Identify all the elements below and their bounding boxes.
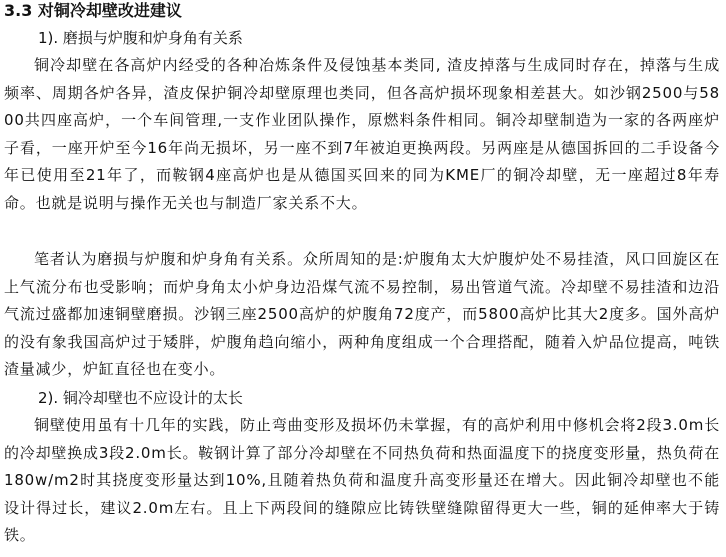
subsection-title-length: 2). 铜冷却壁也不应设计的太长 bbox=[38, 389, 243, 407]
subsection-title-wear: 1). 磨损与炉腹和炉身角有关系 bbox=[38, 29, 243, 47]
paragraph-bosh-angle-opinion: 笔者认为磨损与炉腹和炉身角有关系。众所周知的是:炉腹角太大炉腹炉处不易挂渣，风口回旋区在上气流分布也受影响；而炉身角太小炉身边沿煤气流不易控制，易出管道气流。冷却壁不易挂渣和边沿气流过盛都加速铜壁磨损。沙钢三座2500高炉的炉腹角72度产，而5800高炉比其大2度多。国外高炉的没有象我国高炉过于矮胖，炉腹角趋向缩小，两种角度组成一个合理搭配，随着入炉品位提高，吨铁渣量减少，炉缸直径也在变小。 bbox=[4, 250, 720, 379]
paragraph-cooling-stave-damage: 铜冷却壁在各高炉内经受的各种冶炼条件及侵蚀基本类同, 渣皮掉落与生成同时存在，掉落与生成频率、周期各炉各异，渣皮保护铜冷却壁原理也类同，但各高炉损坏现象相差甚大。如沙钢2500与5800共四座高炉，一个车间管理,一支作业团队操作，原燃料条件相同。铜冷却壁制造为一家的各两座炉子看，一座开炉至今16年尚无损坏，另一座不到7年被迫更换两段。另两座是从德国拆回的二手设备今年已使用至21年了，而鞍钢4座高炉也是从德国买回来的同为KME厂的铜冷却壁，无一座超过8年寿命。也就是说明与操作无关也与制造厂家关系不大。 bbox=[4, 56, 720, 212]
paragraph-stave-length: 铜壁使用虽有十几年的实践，防止弯曲变形及损坏仍未掌握，有的高炉利用中修机会将2段3.0m长的冷却壁换成3段2.0m长。鞍钢计算了部分冷却壁在不同热负荷和热面温度下的挠度变形量，热负荷在180w/m2时其挠度变形量达到10%,且随着热负荷和温度升高变形量还在增大。因此铜冷却壁也不能设计得过长，建议2.0m左右。且上下两段间的缝隙应比铸铁壁缝隙留得更大一些，铜的延伸率大于铸铁。 bbox=[4, 416, 720, 545]
section-heading: 3.3 对铜冷却壁改进建议 bbox=[4, 1, 182, 20]
